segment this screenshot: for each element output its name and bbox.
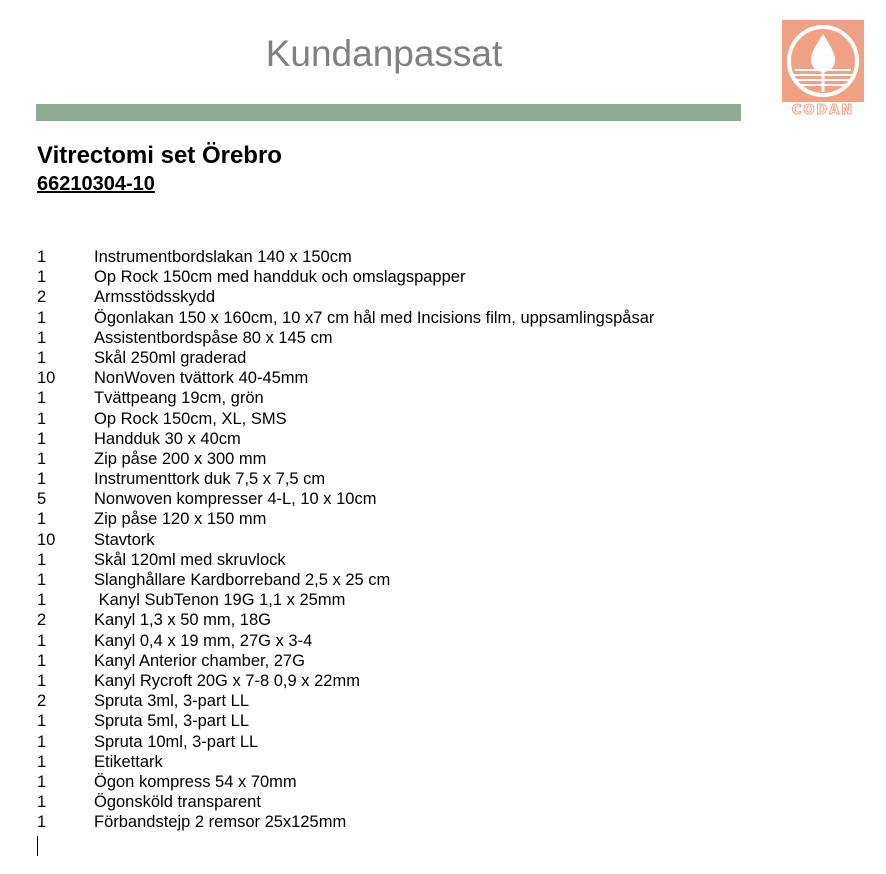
- list-item: [37, 509, 654, 529]
- list-item: [37, 711, 654, 731]
- list-item: [37, 590, 654, 610]
- item-description: Instrumenttork duk 7,5 x 7,5 cm: [94, 470, 326, 489]
- item-description: Kanyl 1,3 x 50 mm, 18G: [94, 611, 271, 630]
- item-quantity: 1: [37, 631, 47, 650]
- item-quantity: 1: [37, 732, 47, 751]
- list-item: [37, 388, 654, 408]
- item-quantity: 1: [37, 651, 47, 670]
- item-quantity: 2: [37, 611, 47, 630]
- item-quantity: 1: [37, 712, 47, 731]
- item-description: Assistentbordspåse 80 x 145 cm: [94, 328, 333, 347]
- item-description: Instrumentbordslakan 140 x 150cm: [94, 248, 352, 266]
- list-item: [37, 772, 654, 792]
- list-item: [37, 671, 654, 691]
- list-item: [37, 550, 654, 570]
- item-description: Kanyl Anterior chamber, 27G: [94, 651, 305, 670]
- list-item: [37, 570, 654, 590]
- list-item: [37, 247, 654, 267]
- item-quantity: 1: [37, 510, 47, 529]
- item-quantity: 1: [37, 449, 47, 468]
- item-quantity: 1: [37, 409, 47, 428]
- list-item: [37, 348, 654, 368]
- list-item: [37, 368, 654, 388]
- item-quantity: 1: [37, 793, 47, 812]
- list-item: [37, 530, 654, 550]
- list-item: [37, 752, 654, 772]
- logo-wordmark: CODAN: [791, 103, 855, 118]
- item-description: Kanyl Rycroft 20G x 7-8 0,9 x 22mm: [94, 671, 360, 690]
- item-description: Skål 120ml med skruvlock: [94, 550, 286, 569]
- item-description: Slanghållare Kardborreband 2,5 x 25 cm: [94, 571, 391, 589]
- text-cursor: [37, 836, 38, 856]
- header-title: Kundanpassat: [265, 33, 503, 74]
- item-description: Handduk 30 x 40cm: [94, 429, 241, 448]
- item-description: Skål 250ml graderad: [94, 348, 247, 367]
- item-quantity: 1: [37, 348, 47, 367]
- item-quantity: 1: [37, 328, 47, 347]
- item-quantity: 1: [37, 470, 47, 489]
- header-divider-bar: [36, 104, 741, 121]
- item-description: Kanyl 0,4 x 19 mm, 27G x 3-4: [94, 631, 313, 650]
- item-description: Ögonlakan 150 x 160cm, 10 x7 cm hål med Incisions film, uppsamlingspåsar: [94, 308, 655, 327]
- item-description: Op Rock 150cm, XL, SMS: [94, 409, 287, 428]
- item-quantity: 1: [37, 591, 47, 610]
- item-list: [37, 247, 654, 832]
- item-description: Kanyl SubTenon 19G 1,1 x 25mm: [94, 591, 346, 610]
- item-description: Zip påse 200 x 300 mm: [94, 449, 267, 468]
- item-quantity: 2: [37, 288, 47, 307]
- item-description: Etikettark: [94, 752, 163, 771]
- item-quantity: 1: [37, 308, 47, 327]
- list-item: [37, 732, 654, 752]
- item-quantity: 1: [37, 389, 47, 408]
- list-item: [37, 812, 654, 832]
- item-quantity: 1: [37, 550, 47, 569]
- item-description: Spruta 5ml, 3-part LL: [94, 712, 249, 731]
- item-description: Ögon kompress 54 x 70mm: [94, 772, 297, 791]
- list-item: [37, 328, 654, 348]
- item-description: Tvättpeang 19cm, grön: [94, 389, 264, 408]
- list-item: [37, 267, 654, 287]
- item-description: Ögonsköld transparent: [94, 793, 261, 812]
- item-description: Armsstödsskydd: [94, 288, 216, 307]
- list-item: [37, 489, 654, 509]
- list-item: [37, 287, 654, 307]
- item-description: NonWoven tvättork 40-45mm: [94, 369, 309, 388]
- list-item: [37, 308, 654, 328]
- item-quantity: 1: [37, 813, 47, 832]
- item-description: Spruta 10ml, 3-part LL: [94, 732, 259, 751]
- list-item: [37, 792, 654, 812]
- list-item: [37, 610, 654, 630]
- item-description: Spruta 3ml, 3-part LL: [94, 692, 249, 711]
- item-quantity: 5: [37, 490, 47, 509]
- item-quantity: 1: [37, 248, 47, 266]
- item-description: Nonwoven kompresser 4-L, 10 x 10cm: [94, 490, 377, 509]
- list-item: [37, 631, 654, 651]
- document-title: Vitrectomi set Örebro: [37, 142, 282, 169]
- item-quantity: 1: [37, 429, 47, 448]
- list-item: [37, 449, 654, 469]
- item-quantity: 1: [37, 772, 47, 791]
- list-item: [37, 651, 654, 671]
- list-item: [37, 469, 654, 489]
- list-item: [37, 409, 654, 429]
- item-description: Zip påse 120 x 150 mm: [94, 510, 267, 529]
- document-code: 66210304-10: [37, 173, 155, 195]
- item-quantity: 1: [37, 268, 47, 287]
- item-quantity: 1: [37, 671, 47, 690]
- item-quantity: 10: [37, 530, 56, 549]
- item-description: Stavtork: [94, 530, 155, 549]
- item-quantity: 1: [37, 752, 47, 771]
- item-quantity: 2: [37, 692, 47, 711]
- item-description: Op Rock 150cm med handduk och omslagspapper: [94, 268, 466, 287]
- item-quantity: 10: [37, 369, 56, 388]
- list-item: [37, 691, 654, 711]
- list-item: [37, 429, 654, 449]
- item-quantity: 1: [37, 571, 47, 589]
- item-description: Förbandstejp 2 remsor 25x125mm: [94, 813, 347, 832]
